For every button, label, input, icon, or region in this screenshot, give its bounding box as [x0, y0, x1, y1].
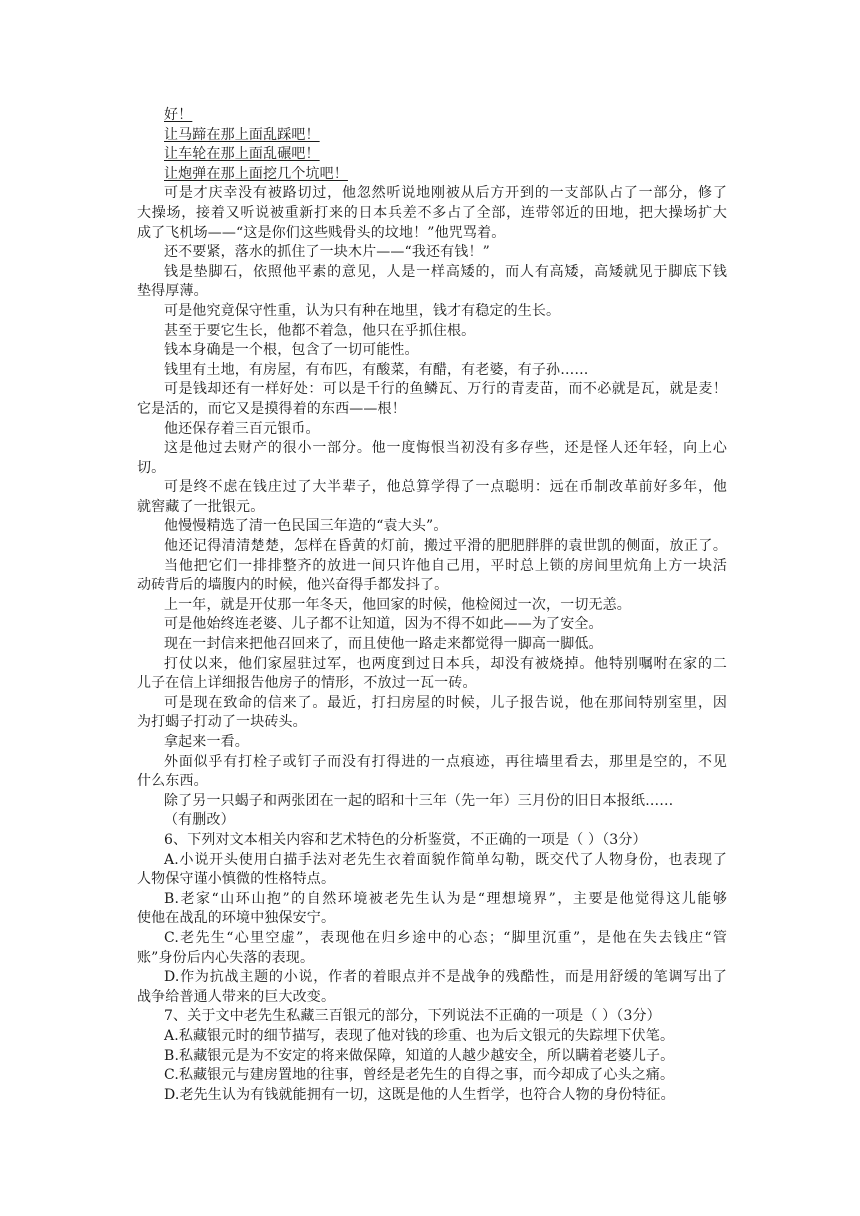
text-line: 可是他究竟保守性重，认为只有种在地里，钱才有稳定的生长。 [164, 302, 561, 319]
text-line: C.私藏银元与建房置地的往事，曾经是老先生的自得之事，而今却成了心头之痛。 [164, 1067, 675, 1084]
text-line: 打仗以来，他们家屋驻过军，也两度到过日本兵，却没有被烧掉。他特别嘱咐在家的二 [164, 655, 727, 672]
text-line: 钱里有土地，有房屋，有布匹，有酸菜，有醋，有老婆，有子孙…… [164, 361, 589, 378]
text-line: 账”身份后内心失落的表现。 [137, 949, 315, 966]
text-line: （有删改） [164, 812, 235, 829]
text-line: 可是钱却还有一样好处：可以是千行的鱼鳞瓦、万行的青麦苗，而不必就是瓦，就是麦！ [164, 381, 727, 398]
text-line: B.老家“山环山抱”的自然环境被老先生认为是“理想境界”，主要是他觉得这儿能够 [164, 890, 727, 907]
text-line: 可是现在致命的信来了。最近，打扫房屋的时候，儿子报告说，他在那间特别室里，因 [164, 694, 727, 711]
text-line: 外面似乎有打栓子或钉子而没有打得进的一点痕迹，再往墙里看去，那里是空的，不见 [164, 753, 727, 770]
text-line: 儿子在信上详细报告他房子的情形，不放过一瓦一砖。 [137, 675, 477, 692]
document-body [137, 106, 727, 1105]
text-line: 可是他始终连老婆、儿子都不让知道，因为不得不如此——为了安全。 [164, 616, 603, 633]
text-line: 切。 [137, 459, 166, 476]
text-line: 他慢慢精选了清一色民国三年造的“袁大头”。 [164, 518, 448, 535]
text-line: 钱是垫脚石，依照他平素的意见，人是一样高矮的，而人有高矮，高矮就见于脚底下钱 [164, 263, 727, 280]
text-line: 让马蹄在那上面乱踩吧！ [164, 126, 320, 143]
text-line: 就窖藏了一批银元。 [137, 498, 265, 515]
text-line: D.老先生认为有钱就能拥有一切，这既是他的人生哲学，也符合人物的身份特征。 [164, 1086, 675, 1103]
text-line: 为打蝎子打动了一块砖头。 [137, 714, 307, 731]
text-line: 当他把它们一排排整齐的放进一间只许他自己用，平时总上锁的房间里炕角上方一块活 [164, 557, 727, 574]
text-line: 可是才庆幸没有被路切过，他忽然听说地刚被从后方开到的一支部队占了一部分，修了 [164, 185, 727, 202]
text-line: 可是终不虑在钱庄过了大半辈子，他总算学得了一点聪明：远在币制改革前好多年，他 [164, 479, 727, 496]
text-line: 人物保守谨小慎微的性格特点。 [137, 871, 336, 888]
text-line: 钱本身确是一个根，包含了一切可能性。 [164, 342, 419, 359]
text-line: 战争给普通人带来的巨大改变。 [137, 988, 336, 1005]
text-line: 还不要紧，落水的抓住了一块木片——“我还有钱！” [164, 244, 490, 261]
text-line: A.小说开头使用白描手法对老先生衣着面貌作简单勾勒，既交代了人物身份，也表现了 [164, 851, 727, 868]
text-line: 动砖背后的墙腹内的时候，他兴奋得手都发抖了。 [137, 577, 449, 594]
text-line: 好！ [164, 107, 193, 123]
text-line: 现在一封信来把他召回来了，而且使他一路走来都觉得一脚高一脚低。 [164, 636, 603, 653]
text-line: 6、下列对文本相关内容和艺术特色的分析鉴赏，不正确的一项是（ ）（3分） [164, 831, 647, 848]
text-line: 这是他过去财产的很小一部分。他一度悔恨当初没有多存些，还是怪人还年轻，向上心 [164, 440, 727, 457]
text-line: A.私藏银元时的细节描写，表现了他对钱的珍重、也为后文银元的失踪埋下伏笔。 [164, 1027, 675, 1044]
text-line: 大操场，接着又听说被重新打来的日本兵差不多占了全部，连带邻近的田地，把大操场扩大 [137, 204, 727, 221]
text-line: C.老先生“心里空虚”，表现他在归乡途中的心态；“脚里沉重”，是他在失去钱庄“管 [164, 929, 727, 946]
text-line: 除了另一只蝎子和两张团在一起的昭和十三年（先一年）三月份的旧日本报纸…… [164, 792, 674, 809]
text-line: 上一年，就是开仗那一年冬天，他回家的时候，他检阅过一次，一切无恙。 [164, 596, 631, 613]
text-line: 让炮弹在那上面挖几个坑吧！ [164, 165, 348, 182]
text-line: B.私藏银元是为不安定的将来做保障，知道的人越少越安全，所以瞒着老婆儿子。 [164, 1047, 675, 1064]
text-line: D.作为抗战主题的小说，作者的着眼点并不是战争的残酷性，而是用舒缓的笔调写出了 [164, 969, 727, 986]
text-line: 甚至于要它生长，他都不着急，他只在乎抓住根。 [164, 322, 476, 339]
text-line: 成了飞机场——“这是你们这些贱骨头的坟地！”他咒骂着。 [137, 224, 506, 241]
text-line: 让车轮在那上面乱碾吧！ [164, 146, 320, 163]
text-line: 垫得厚薄。 [137, 283, 208, 300]
text-line: 什么东西。 [137, 773, 208, 790]
text-line: 7、关于文中老先生私藏三百银元的部分，下列说法不正确的一项是（ ）（3分） [164, 1008, 661, 1025]
text-line: 他还保存着三百元银币。 [164, 420, 320, 437]
text-line: 他还记得清清楚楚，怎样在昏黄的灯前，搬过平滑的肥肥胖胖的袁世凯的侧面，放正了。 [164, 538, 727, 555]
text-line: 使他在战乱的环境中独保安宁。 [137, 910, 336, 927]
text-line: 它是活的，而它又是摸得着的东西——根！ [137, 400, 406, 417]
text-line: 拿起来一看。 [164, 734, 249, 750]
